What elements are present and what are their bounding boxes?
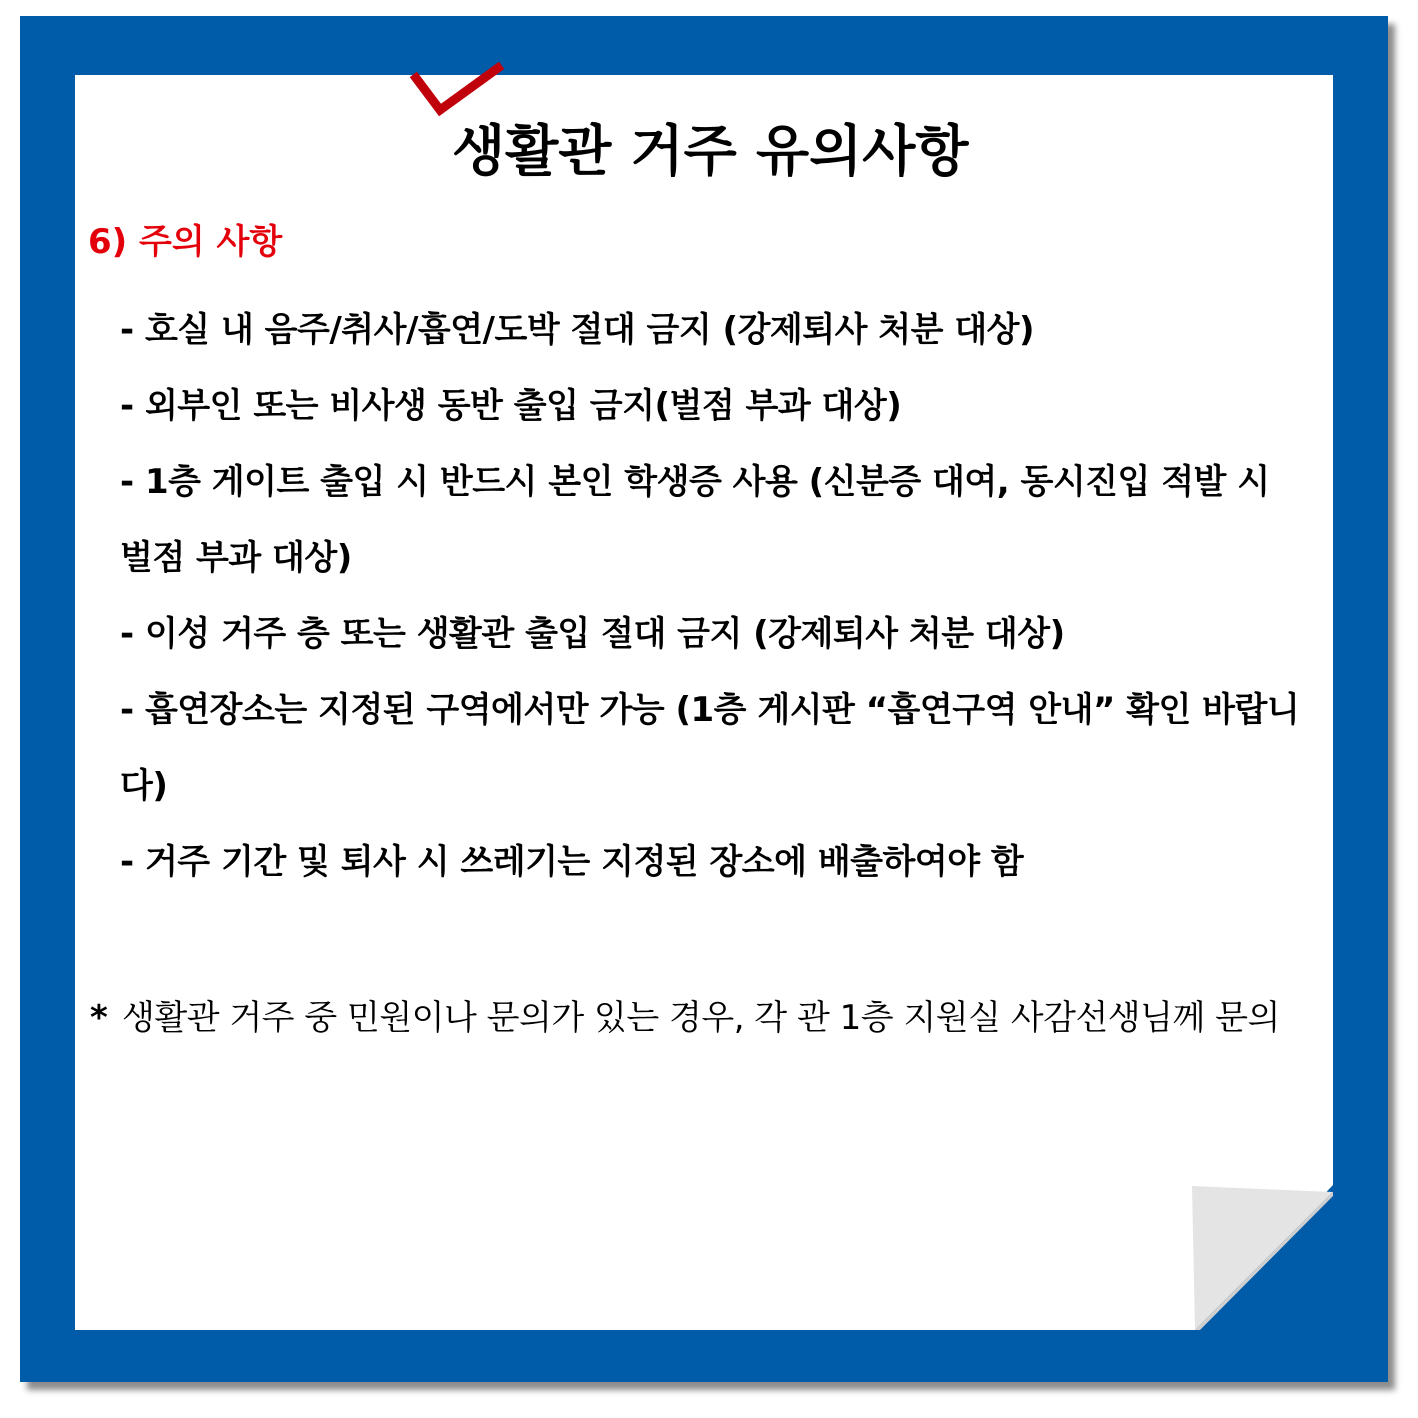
- page-title: 생활관 거주 유의사항: [452, 119, 969, 183]
- note-marker: *: [90, 998, 108, 1038]
- list-item: - 1층 게이트 출입 시 반드시 본인 학생증 사용 (신분증 대여, 동시진입 적발 시 벌점 부과 대상): [120, 462, 1270, 578]
- rules-list: [120, 292, 1300, 900]
- section-heading: 6) 주의 사항: [88, 222, 283, 262]
- note-text: 생활관 거주 중 민원이나 문의가 있는 경우, 각 관 1층 지원실 사감선생님께 문의: [122, 998, 1280, 1038]
- list-item: - 거주 기간 및 퇴사 시 쓰레기는 지정된 장소에 배출하여야 함: [120, 842, 1024, 882]
- list-item: - 이성 거주 층 또는 생활관 출입 절대 금지 (강제퇴사 처분 대상): [120, 614, 1065, 654]
- page-curl-icon: [1192, 1186, 1333, 1330]
- contact-note: [90, 980, 1300, 1056]
- check-mark-icon: [410, 62, 506, 122]
- list-item: - 외부인 또는 비사생 동반 출입 금지(벌점 부과 대상): [120, 386, 902, 426]
- list-item: - 흡연장소는 지정된 구역에서만 가능 (1층 게시판 “흡연구역 안내” 확인 바랍니다): [120, 690, 1300, 806]
- list-item: - 호실 내 음주/취사/흡연/도박 절대 금지 (강제퇴사 처분 대상): [120, 310, 1035, 350]
